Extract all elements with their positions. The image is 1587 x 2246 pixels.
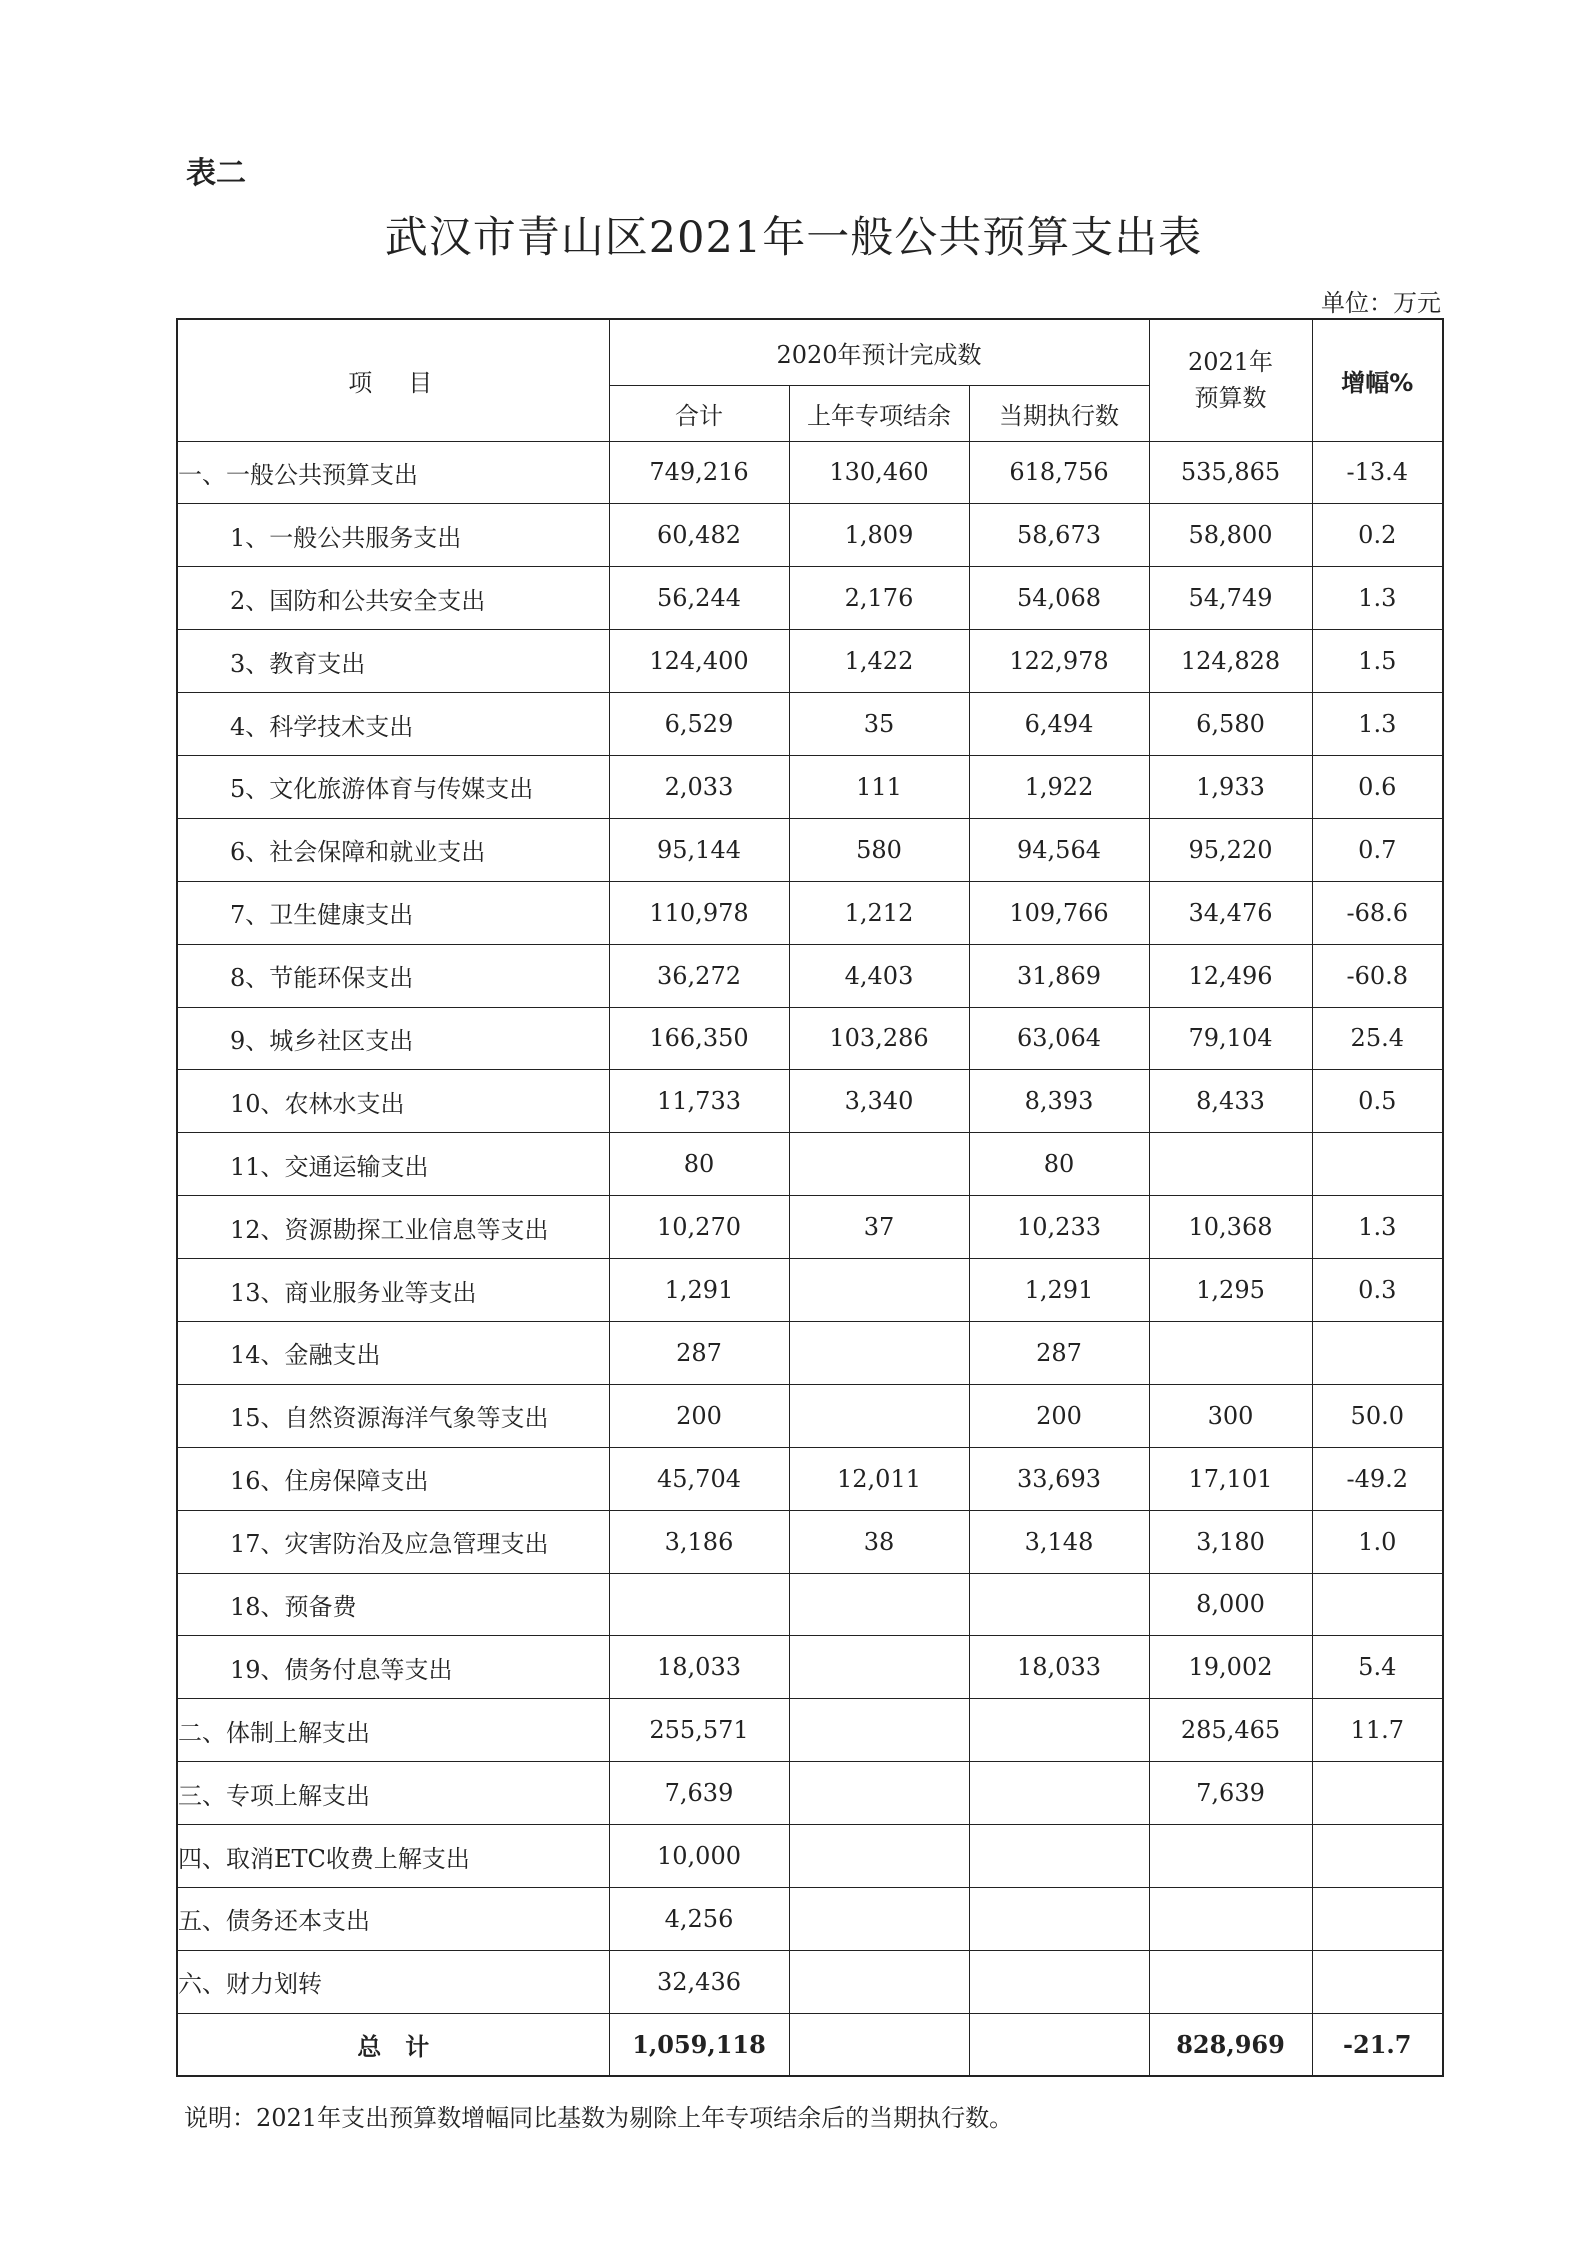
cell-carryover xyxy=(789,1887,969,1950)
cell-current: 18,033 xyxy=(969,1636,1149,1699)
unit-label: 单位：万元 xyxy=(1321,289,1441,317)
table-row xyxy=(177,1762,1443,1825)
cell-total: 95,144 xyxy=(609,818,789,881)
cell-current xyxy=(969,1699,1149,1762)
cell-item: 15、自然资源海洋气象等支出 xyxy=(177,1384,609,1447)
cell-budget xyxy=(1149,1321,1312,1384)
table-row xyxy=(177,630,1443,693)
cell-carryover xyxy=(789,1950,969,2013)
cell-growth xyxy=(1312,1321,1443,1384)
cell-current: 109,766 xyxy=(969,881,1149,944)
table-tag: 表二 xyxy=(186,156,246,191)
table-row xyxy=(177,504,1443,567)
cell-item: 五、债务还本支出 xyxy=(177,1887,609,1950)
cell-carryover: 12,011 xyxy=(789,1447,969,1510)
cell-current: 31,869 xyxy=(969,944,1149,1007)
total-cell-budget: 828,969 xyxy=(1149,2013,1312,2076)
table-row xyxy=(177,1636,1443,1699)
cell-current: 80 xyxy=(969,1133,1149,1196)
cell-total: 60,482 xyxy=(609,504,789,567)
table-row xyxy=(177,1950,1443,2013)
cell-total: 166,350 xyxy=(609,1007,789,1070)
cell-item: 16、住房保障支出 xyxy=(177,1447,609,1510)
cell-budget: 3,180 xyxy=(1149,1510,1312,1573)
cell-budget: 1,295 xyxy=(1149,1259,1312,1322)
cell-total: 6,529 xyxy=(609,693,789,756)
cell-total: 110,978 xyxy=(609,881,789,944)
cell-item: 7、卫生健康支出 xyxy=(177,881,609,944)
cell-carryover: 38 xyxy=(789,1510,969,1573)
cell-budget: 95,220 xyxy=(1149,818,1312,881)
table-row xyxy=(177,1321,1443,1384)
table-row xyxy=(177,1133,1443,1196)
cell-current: 8,393 xyxy=(969,1070,1149,1133)
cell-current: 618,756 xyxy=(969,441,1149,504)
cell-growth: 11.7 xyxy=(1312,1699,1443,1762)
budget-table xyxy=(176,318,1444,2077)
cell-carryover: 1,212 xyxy=(789,881,969,944)
cell-item: 一、一般公共预算支出 xyxy=(177,441,609,504)
cell-current: 6,494 xyxy=(969,693,1149,756)
table-row xyxy=(177,693,1443,756)
cell-growth: -68.6 xyxy=(1312,881,1443,944)
header-current: 当期执行数 xyxy=(969,385,1149,441)
cell-item: 6、社会保障和就业支出 xyxy=(177,818,609,881)
table-row xyxy=(177,1070,1443,1133)
cell-carryover: 37 xyxy=(789,1196,969,1259)
cell-growth: 50.0 xyxy=(1312,1384,1443,1447)
cell-budget: 535,865 xyxy=(1149,441,1312,504)
cell-total: 56,244 xyxy=(609,567,789,630)
cell-total: 11,733 xyxy=(609,1070,789,1133)
cell-item: 5、文化旅游体育与传媒支出 xyxy=(177,755,609,818)
cell-growth xyxy=(1312,1573,1443,1636)
cell-carryover: 35 xyxy=(789,693,969,756)
cell-carryover xyxy=(789,1321,969,1384)
table-row xyxy=(177,1447,1443,1510)
cell-current: 33,693 xyxy=(969,1447,1149,1510)
cell-item: 11、交通运输支出 xyxy=(177,1133,609,1196)
cell-total: 200 xyxy=(609,1384,789,1447)
cell-budget: 285,465 xyxy=(1149,1699,1312,1762)
cell-total: 255,571 xyxy=(609,1699,789,1762)
cell-current xyxy=(969,1762,1149,1825)
cell-item: 13、商业服务业等支出 xyxy=(177,1259,609,1322)
cell-growth: 0.7 xyxy=(1312,818,1443,881)
table-row xyxy=(177,1510,1443,1573)
cell-total: 2,033 xyxy=(609,755,789,818)
cell-current xyxy=(969,1573,1149,1636)
footnote: 说明：2021年支出预算数增幅同比基数为剔除上年专项结余后的当期执行数。 xyxy=(184,2104,1014,2132)
cell-item: 18、预备费 xyxy=(177,1573,609,1636)
cell-total: 124,400 xyxy=(609,630,789,693)
cell-budget: 300 xyxy=(1149,1384,1312,1447)
cell-growth: -13.4 xyxy=(1312,441,1443,504)
cell-item: 8、节能环保支出 xyxy=(177,944,609,1007)
table-row xyxy=(177,1007,1443,1070)
cell-total: 287 xyxy=(609,1321,789,1384)
cell-budget xyxy=(1149,1825,1312,1888)
table-row xyxy=(177,441,1443,504)
cell-budget: 124,828 xyxy=(1149,630,1312,693)
cell-item: 六、财力划转 xyxy=(177,1950,609,2013)
cell-carryover xyxy=(789,1762,969,1825)
table-row xyxy=(177,1384,1443,1447)
cell-growth xyxy=(1312,1762,1443,1825)
header-item: 项 目 xyxy=(177,319,609,441)
total-row xyxy=(177,2013,1443,2076)
cell-carryover: 111 xyxy=(789,755,969,818)
total-cell-carryover xyxy=(789,2013,969,2076)
cell-total: 18,033 xyxy=(609,1636,789,1699)
cell-item: 19、债务付息等支出 xyxy=(177,1636,609,1699)
cell-carryover: 103,286 xyxy=(789,1007,969,1070)
cell-total: 80 xyxy=(609,1133,789,1196)
cell-growth: 5.4 xyxy=(1312,1636,1443,1699)
header-2020-group: 2020年预计完成数 xyxy=(609,319,1149,385)
cell-carryover xyxy=(789,1259,969,1322)
cell-total: 1,291 xyxy=(609,1259,789,1322)
cell-total: 45,704 xyxy=(609,1447,789,1510)
cell-current: 10,233 xyxy=(969,1196,1149,1259)
cell-budget: 8,433 xyxy=(1149,1070,1312,1133)
cell-current: 94,564 xyxy=(969,818,1149,881)
cell-carryover xyxy=(789,1825,969,1888)
table-row xyxy=(177,1699,1443,1762)
cell-growth: 1.3 xyxy=(1312,693,1443,756)
cell-budget: 54,749 xyxy=(1149,567,1312,630)
cell-item: 四、取消ETC收费上解支出 xyxy=(177,1825,609,1888)
cell-item: 12、资源勘探工业信息等支出 xyxy=(177,1196,609,1259)
cell-current: 3,148 xyxy=(969,1510,1149,1573)
cell-carryover: 2,176 xyxy=(789,567,969,630)
cell-total: 4,256 xyxy=(609,1887,789,1950)
table-row xyxy=(177,881,1443,944)
cell-current: 1,291 xyxy=(969,1259,1149,1322)
table-row xyxy=(177,818,1443,881)
cell-total: 7,639 xyxy=(609,1762,789,1825)
header-carryover: 上年专项结余 xyxy=(789,385,969,441)
cell-current: 54,068 xyxy=(969,567,1149,630)
cell-item: 2、国防和公共安全支出 xyxy=(177,567,609,630)
cell-carryover: 4,403 xyxy=(789,944,969,1007)
cell-growth: 1.0 xyxy=(1312,1510,1443,1573)
cell-carryover: 1,422 xyxy=(789,630,969,693)
cell-total: 36,272 xyxy=(609,944,789,1007)
header-growth: 增幅% xyxy=(1312,319,1443,441)
cell-budget: 79,104 xyxy=(1149,1007,1312,1070)
cell-current xyxy=(969,1887,1149,1950)
cell-total: 32,436 xyxy=(609,1950,789,2013)
cell-current: 287 xyxy=(969,1321,1149,1384)
table-row xyxy=(177,1573,1443,1636)
cell-current: 58,673 xyxy=(969,504,1149,567)
cell-budget: 6,580 xyxy=(1149,693,1312,756)
cell-budget: 58,800 xyxy=(1149,504,1312,567)
header-total: 合计 xyxy=(609,385,789,441)
cell-item: 17、灾害防治及应急管理支出 xyxy=(177,1510,609,1573)
cell-current: 63,064 xyxy=(969,1007,1149,1070)
table-row xyxy=(177,1825,1443,1888)
table-row xyxy=(177,567,1443,630)
cell-growth: 0.5 xyxy=(1312,1070,1443,1133)
cell-carryover: 580 xyxy=(789,818,969,881)
table-row xyxy=(177,1196,1443,1259)
cell-carryover xyxy=(789,1133,969,1196)
cell-growth: 1.5 xyxy=(1312,630,1443,693)
cell-growth xyxy=(1312,1825,1443,1888)
cell-growth: -49.2 xyxy=(1312,1447,1443,1510)
cell-carryover: 1,809 xyxy=(789,504,969,567)
cell-growth xyxy=(1312,1887,1443,1950)
cell-current xyxy=(969,1825,1149,1888)
cell-growth xyxy=(1312,1950,1443,2013)
cell-carryover xyxy=(789,1699,969,1762)
cell-total: 749,216 xyxy=(609,441,789,504)
cell-carryover: 3,340 xyxy=(789,1070,969,1133)
total-cell-growth: -21.7 xyxy=(1312,2013,1443,2076)
cell-growth: -60.8 xyxy=(1312,944,1443,1007)
cell-growth: 1.3 xyxy=(1312,1196,1443,1259)
cell-total: 3,186 xyxy=(609,1510,789,1573)
cell-budget xyxy=(1149,1950,1312,2013)
table-row xyxy=(177,1259,1443,1322)
header-budget-2021: 2021年预算数 xyxy=(1149,319,1312,441)
cell-growth: 0.6 xyxy=(1312,755,1443,818)
cell-item: 三、专项上解支出 xyxy=(177,1762,609,1825)
table-row xyxy=(177,1887,1443,1950)
cell-item: 9、城乡社区支出 xyxy=(177,1007,609,1070)
cell-item: 1、一般公共服务支出 xyxy=(177,504,609,567)
cell-budget: 17,101 xyxy=(1149,1447,1312,1510)
cell-growth: 25.4 xyxy=(1312,1007,1443,1070)
cell-total: 10,000 xyxy=(609,1825,789,1888)
cell-item: 二、体制上解支出 xyxy=(177,1699,609,1762)
cell-current: 200 xyxy=(969,1384,1149,1447)
cell-item: 14、金融支出 xyxy=(177,1321,609,1384)
table-row xyxy=(177,755,1443,818)
cell-growth: 0.3 xyxy=(1312,1259,1443,1322)
total-cell-item: 总计 xyxy=(177,2013,609,2076)
cell-budget: 34,476 xyxy=(1149,881,1312,944)
cell-growth: 0.2 xyxy=(1312,504,1443,567)
cell-item: 4、科学技术支出 xyxy=(177,693,609,756)
total-cell-current xyxy=(969,2013,1149,2076)
total-cell-total: 1,059,118 xyxy=(609,2013,789,2076)
cell-item: 10、农林水支出 xyxy=(177,1070,609,1133)
cell-budget xyxy=(1149,1887,1312,1950)
cell-item: 3、教育支出 xyxy=(177,630,609,693)
cell-growth xyxy=(1312,1133,1443,1196)
cell-total: 10,270 xyxy=(609,1196,789,1259)
table-row xyxy=(177,944,1443,1007)
cell-budget xyxy=(1149,1133,1312,1196)
cell-current: 1,922 xyxy=(969,755,1149,818)
cell-carryover: 130,460 xyxy=(789,441,969,504)
cell-total xyxy=(609,1573,789,1636)
cell-budget: 10,368 xyxy=(1149,1196,1312,1259)
cell-carryover xyxy=(789,1573,969,1636)
cell-budget: 19,002 xyxy=(1149,1636,1312,1699)
cell-budget: 12,496 xyxy=(1149,944,1312,1007)
cell-growth: 1.3 xyxy=(1312,567,1443,630)
cell-budget: 8,000 xyxy=(1149,1573,1312,1636)
cell-current xyxy=(969,1950,1149,2013)
cell-current: 122,978 xyxy=(969,630,1149,693)
cell-budget: 1,933 xyxy=(1149,755,1312,818)
cell-carryover xyxy=(789,1636,969,1699)
page-title: 武汉市青山区2021年一般公共预算支出表 xyxy=(384,213,1203,263)
cell-carryover xyxy=(789,1384,969,1447)
cell-budget: 7,639 xyxy=(1149,1762,1312,1825)
